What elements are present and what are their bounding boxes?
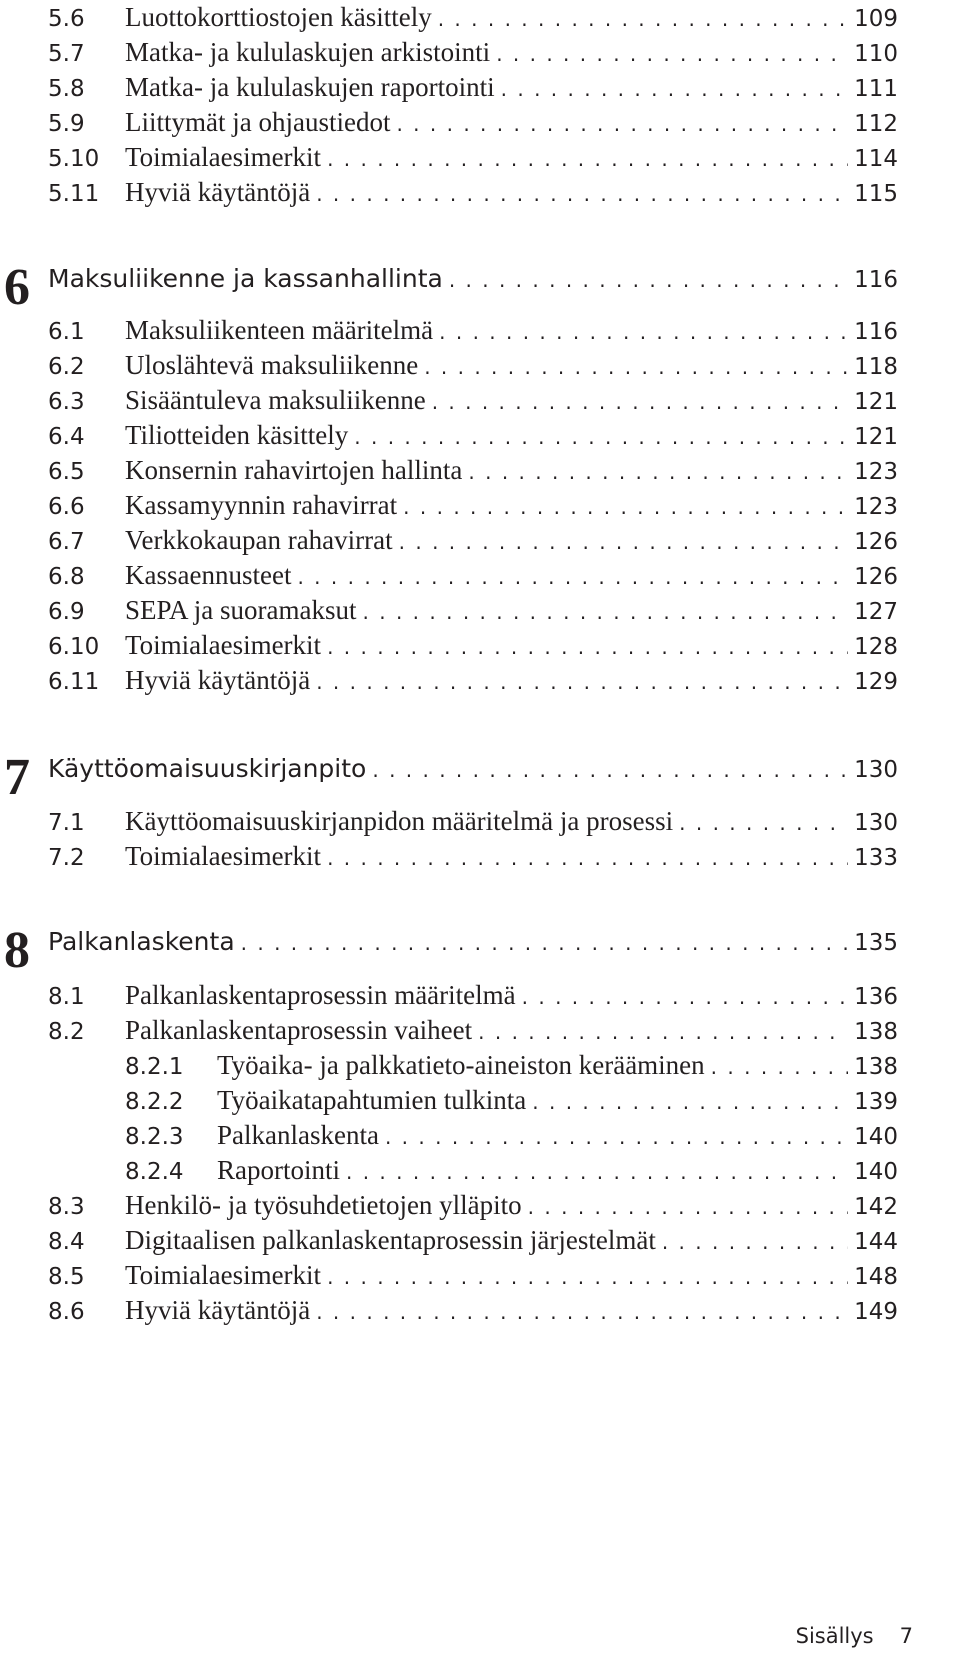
page-number: 116 (854, 267, 898, 293)
leader-dots (679, 806, 848, 840)
page-number: 130 (854, 757, 898, 783)
toc-entry-6-6[interactable] (48, 488, 898, 522)
section-title: Tiliotteiden käsittely (125, 420, 349, 450)
section-title: Matka- ja kululaskujen arkistointi (125, 37, 491, 67)
toc-entry-6-9[interactable] (48, 593, 898, 627)
section-title: Konsernin rahavirtojen hallinta (125, 455, 463, 485)
leader-dots (468, 455, 848, 489)
leader-dots (528, 1190, 848, 1224)
section-title: Palkanlaskentaprosessin määritelmä (125, 980, 516, 1010)
page-number: 121 (854, 389, 898, 415)
subsection-number: 8.2.3 (125, 1124, 184, 1150)
section-title: Digitaalisen palkanlaskentaprosessin järjestelmät (125, 1225, 656, 1255)
chapter-number: 8 (4, 922, 30, 979)
leader-dots (438, 2, 848, 36)
leader-dots (522, 980, 848, 1014)
toc-entry-6-4[interactable] (48, 418, 898, 452)
page-number: 129 (854, 669, 898, 695)
page-number: 115 (854, 181, 898, 207)
leader-dots (403, 490, 848, 524)
leader-dots (327, 841, 848, 875)
section-title: Luottokorttiostojen käsittely (125, 2, 432, 32)
leader-dots (501, 72, 848, 106)
toc-entry-8-2-2[interactable] (125, 1083, 898, 1117)
section-number: 7.2 (48, 845, 85, 871)
leader-dots (327, 142, 848, 176)
leader-dots (439, 315, 848, 349)
toc-entry-7-1[interactable] (48, 804, 898, 838)
section-title: Palkanlaskentaprosessin vaiheet (125, 1015, 473, 1045)
chapter-title: Käyttöomaisuuskirjanpito (48, 754, 367, 783)
section-number: 6.7 (48, 529, 85, 555)
section-title: Hyviä käytäntöjä (125, 177, 311, 207)
footer-page-number: 7 (899, 1624, 913, 1648)
toc-entry-5-10[interactable] (48, 140, 898, 174)
section-title: Kassamyynnin rahavirrat (125, 490, 398, 520)
section-number: 8.1 (48, 984, 85, 1010)
page-number: 138 (854, 1019, 898, 1045)
subsection-title: Palkanlaskenta (217, 1120, 379, 1150)
page-number: 112 (854, 111, 898, 137)
leader-dots (449, 263, 848, 297)
leader-dots (711, 1050, 848, 1084)
section-number: 6.11 (48, 669, 100, 695)
section-number: 7.1 (48, 810, 85, 836)
leader-dots (327, 630, 848, 664)
section-number: 6.5 (48, 459, 85, 485)
page-footer (796, 1624, 913, 1648)
page-number: 126 (854, 529, 898, 555)
section-title: Toimialaesimerkit (125, 1260, 322, 1290)
toc-entry-7-2[interactable] (48, 839, 898, 873)
toc-chapter-6[interactable] (48, 262, 898, 296)
page-number: 126 (854, 564, 898, 590)
toc-entry-8-6[interactable] (48, 1293, 898, 1327)
section-number: 6.6 (48, 494, 85, 520)
toc-entry-6-2[interactable] (48, 348, 898, 382)
leader-dots (496, 37, 848, 71)
toc-entry-6-7[interactable] (48, 523, 898, 557)
page-number: 116 (854, 319, 898, 345)
section-number: 8.2 (48, 1019, 85, 1045)
page-number: 135 (854, 930, 898, 956)
section-title: Hyviä käytäntöjä (125, 665, 311, 695)
toc-entry-8-2-3[interactable] (125, 1118, 898, 1152)
section-title: Toimialaesimerkit (125, 142, 322, 172)
section-number: 5.8 (48, 76, 85, 102)
leader-dots (432, 385, 848, 419)
toc-entry-6-8[interactable] (48, 558, 898, 592)
toc-entry-8-4[interactable] (48, 1223, 898, 1257)
chapter-number: 6 (4, 259, 30, 316)
page-number: 127 (854, 599, 898, 625)
leader-dots (363, 595, 849, 629)
section-number: 6.2 (48, 354, 85, 380)
section-title: Toimialaesimerkit (125, 630, 322, 660)
section-title: SEPA ja suoramaksut (125, 595, 357, 625)
page-number: 123 (854, 494, 898, 520)
section-number: 5.6 (48, 6, 85, 32)
leader-dots (478, 1015, 848, 1049)
chapter-title: Maksuliikenne ja kassanhallinta (48, 264, 443, 293)
section-title: Toimialaesimerkit (125, 841, 322, 871)
toc-entry-8-2-4[interactable] (125, 1153, 898, 1187)
toc-chapter-8[interactable] (48, 925, 898, 959)
section-title: Maksuliikenteen määritelmä (125, 315, 434, 345)
toc-entry-6-5[interactable] (48, 453, 898, 487)
footer-label: Sisällys (795, 1624, 874, 1648)
leader-dots (316, 1295, 848, 1329)
section-title: Liittymät ja ohjaustiedot (125, 107, 391, 137)
page-number: 136 (854, 984, 898, 1010)
toc-entry-5-6[interactable] (48, 0, 898, 34)
leader-dots (354, 420, 848, 454)
leader-dots (532, 1085, 848, 1119)
section-number: 5.10 (48, 146, 100, 172)
leader-dots (316, 665, 848, 699)
toc-entry-8-3[interactable] (48, 1188, 898, 1222)
page-number: 130 (854, 810, 898, 836)
section-title: Uloslähtevä maksuliikenne (125, 350, 419, 380)
subsection-number: 8.2.1 (125, 1054, 184, 1080)
leader-dots (424, 350, 848, 384)
toc-entry-5-8[interactable] (48, 70, 898, 104)
section-title: Verkkokaupan rahavirrat (125, 525, 393, 555)
section-number: 5.9 (48, 111, 85, 137)
leader-dots (346, 1155, 848, 1189)
section-number: 6.10 (48, 634, 100, 660)
page-number: 133 (854, 845, 898, 871)
subsection-title: Raportointi (217, 1155, 340, 1185)
leader-dots (327, 1260, 848, 1294)
leader-dots (372, 753, 848, 787)
section-title: Matka- ja kululaskujen raportointi (125, 72, 495, 102)
toc-entry-5-9[interactable] (48, 105, 898, 139)
page-number: 109 (854, 6, 898, 32)
page-number: 140 (854, 1124, 898, 1150)
section-number: 6.9 (48, 599, 85, 625)
page-number: 138 (854, 1054, 898, 1080)
chapter-number: 7 (4, 749, 30, 806)
subsection-title: Työaika- ja palkkatieto-aineiston kerääminen (217, 1050, 705, 1080)
chapter-title: Palkanlaskenta (48, 927, 235, 956)
toc-entry-8-5[interactable] (48, 1258, 898, 1292)
page-number: 139 (854, 1089, 898, 1115)
toc-entry-6-1[interactable] (48, 313, 898, 347)
toc-entry-8-1[interactable] (48, 978, 898, 1012)
leader-dots (399, 525, 848, 559)
section-number: 5.7 (48, 41, 85, 67)
section-number: 5.11 (48, 181, 100, 207)
toc-entry-8-2-1[interactable] (125, 1048, 898, 1082)
page-number: 142 (854, 1194, 898, 1220)
section-number: 8.4 (48, 1229, 85, 1255)
page-number: 128 (854, 634, 898, 660)
section-number: 6.3 (48, 389, 85, 415)
toc-entry-6-11[interactable] (48, 663, 898, 697)
section-title: Kassaennusteet (125, 560, 292, 590)
section-title: Hyviä käytäntöjä (125, 1295, 311, 1325)
toc-chapter-7[interactable] (48, 752, 898, 786)
section-number: 8.3 (48, 1194, 85, 1220)
toc-entry-5-11[interactable] (48, 175, 898, 209)
page-number: 123 (854, 459, 898, 485)
subsection-title: Työaikatapahtumien tulkinta (217, 1085, 527, 1115)
page-number: 144 (854, 1229, 898, 1255)
page-number: 149 (854, 1299, 898, 1325)
leader-dots (662, 1225, 848, 1259)
section-number: 6.1 (48, 319, 85, 345)
leader-dots (297, 560, 848, 594)
section-title: Sisääntuleva maksuliikenne (125, 385, 426, 415)
page-number: 140 (854, 1159, 898, 1185)
section-number: 6.8 (48, 564, 85, 590)
leader-dots (385, 1120, 848, 1154)
toc-entry-6-10[interactable] (48, 628, 898, 662)
section-number: 8.5 (48, 1264, 85, 1290)
subsection-number: 8.2.2 (125, 1089, 184, 1115)
page-number: 118 (854, 354, 898, 380)
section-number: 6.4 (48, 424, 85, 450)
toc-entry-6-3[interactable] (48, 383, 898, 417)
section-title: Käyttöomaisuuskirjanpidon määritelmä ja prosessi (125, 806, 674, 836)
subsection-number: 8.2.4 (125, 1159, 184, 1185)
page-number: 114 (854, 146, 898, 172)
page-number: 148 (854, 1264, 898, 1290)
page-number: 111 (854, 76, 898, 102)
page-number: 121 (854, 424, 898, 450)
leader-dots (396, 107, 848, 141)
section-number: 8.6 (48, 1299, 85, 1325)
page-number: 110 (854, 41, 898, 67)
section-title: Henkilö- ja työsuhdetietojen ylläpito (125, 1190, 522, 1220)
toc-entry-8-2[interactable] (48, 1013, 898, 1047)
leader-dots (316, 177, 848, 211)
toc-entry-5-7[interactable] (48, 35, 898, 69)
leader-dots (241, 926, 848, 960)
